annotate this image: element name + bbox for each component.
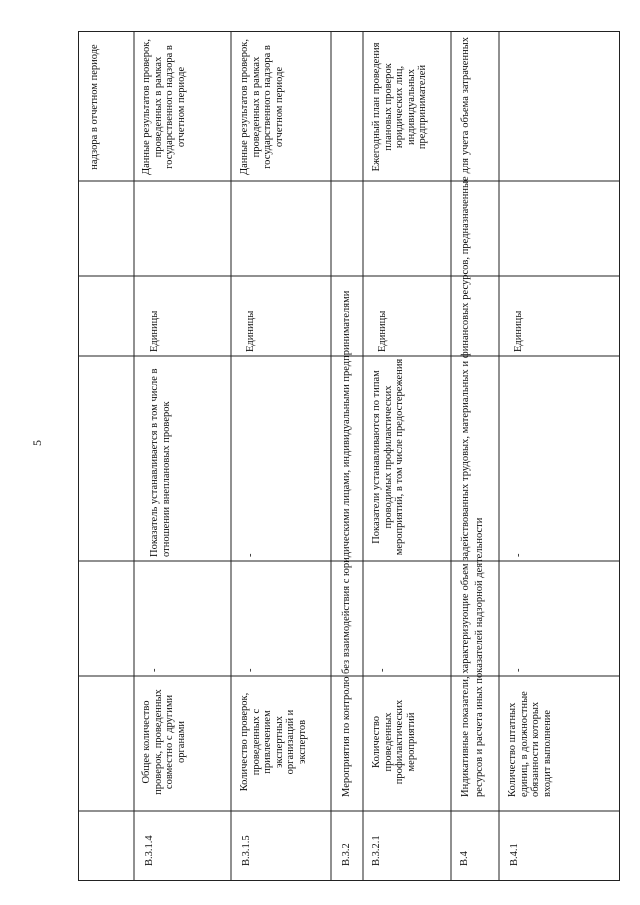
row-formula: - (245, 668, 256, 672)
row-formula: - (149, 668, 160, 672)
section-code: В.3.2 (341, 843, 352, 866)
row-name: Количество штатных единиц, в должностные обязанности которых входит выполнение (507, 691, 553, 797)
row-comment: Показатели устанавливаются по типам проводимых профилактических мероприятий, в том числе предостережения (371, 358, 406, 556)
row-comment: - (513, 553, 524, 557)
row-name: Количество проверок, проведенных с привлечением экспертных организаций и экспертов (239, 692, 308, 792)
row-unit: Единицы (149, 310, 160, 352)
row-source: Данные результатов проверок, проведенных в рамках государственного надзора в отчетном периоде (141, 38, 187, 176)
indicator-table (78, 31, 620, 881)
row-code: В.3.1.4 (144, 835, 155, 866)
row-comment: Показатель устанавливается в том числе в отношении внеплановых проверок (149, 368, 172, 557)
row-comment: - (245, 553, 256, 557)
row-unit: Единицы (245, 310, 256, 352)
row-name: Количество проведенных профилактических мероприятий (371, 699, 417, 785)
row-formula: - (513, 668, 524, 672)
row-name: Общее количество проверок, проведенных совместно с другими органами (141, 689, 187, 795)
row-code: В.3.1.5 (241, 835, 252, 866)
row-unit: Единицы (377, 310, 388, 352)
row-unit: Единицы (513, 310, 524, 352)
section-code: В.4 (459, 851, 470, 866)
section-title: Мероприятия по контролю без взаимодействия с юридическими лицами, индивидуальными предпринимателями (341, 290, 352, 797)
page-number: 5 (30, 440, 44, 446)
row-source: Данные результатов проверок, проведенных в рамках государственного надзора в отчетном периоде (239, 38, 285, 176)
row-code: В.4.1 (509, 843, 520, 866)
header-fragment: надзора в отчетном периоде (89, 44, 100, 170)
row-source: Ежегодный план проведения плановых проверок юридических лиц, индивидуальных предпринимателей (371, 42, 429, 172)
row-formula: - (377, 668, 388, 672)
row-code: В.3.2.1 (371, 835, 382, 866)
section-title: Индикативные показатели, характеризующие объем задействованных трудовых, материальных и финансовых ресурсов, предназначенные для учета объема затраченных ресурсов и расчета иных показателей надзорной деятельности (460, 37, 485, 797)
